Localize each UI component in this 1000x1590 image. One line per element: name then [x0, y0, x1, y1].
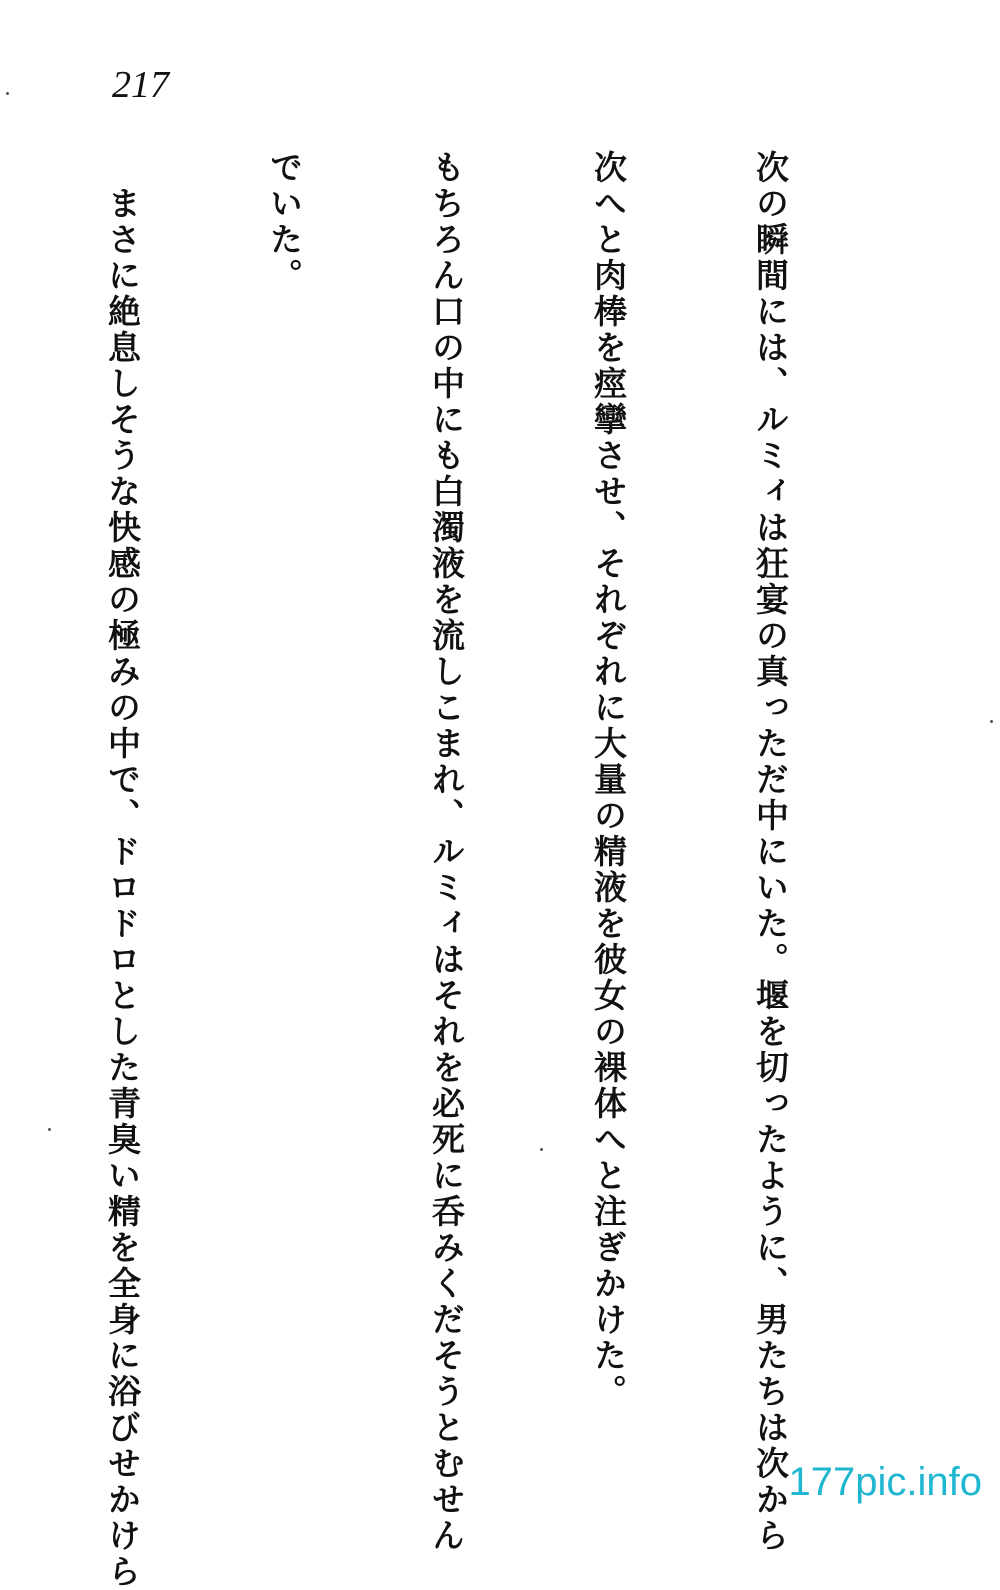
scan-speck — [540, 1148, 543, 1151]
scan-speck — [48, 1128, 51, 1131]
text-line: でいた。 — [265, 150, 304, 294]
text-line: まさに絶息しそうな快感の極みの中で、ドロドロとした青臭い精を全身に浴びせかけら — [103, 150, 142, 1590]
text-line: 次の瞬間には、ルミィは狂宴の真っただ中にいた。堰を切ったように、男たちは次から — [751, 150, 790, 1554]
scan-speck — [6, 92, 9, 95]
scan-speck — [990, 720, 993, 723]
page-number: 217 — [112, 64, 169, 106]
watermark: 177pic.info — [788, 1460, 982, 1504]
text-line: 次へと肉棒を痙攣させ、それぞれに大量の精液を彼女の裸体へと注ぎかけた。 — [589, 150, 628, 1410]
text-line: もちろん口の中にも白濁液を流しこまれ、ルミィはそれを必死に呑みくだそうとむせん — [427, 150, 466, 1554]
